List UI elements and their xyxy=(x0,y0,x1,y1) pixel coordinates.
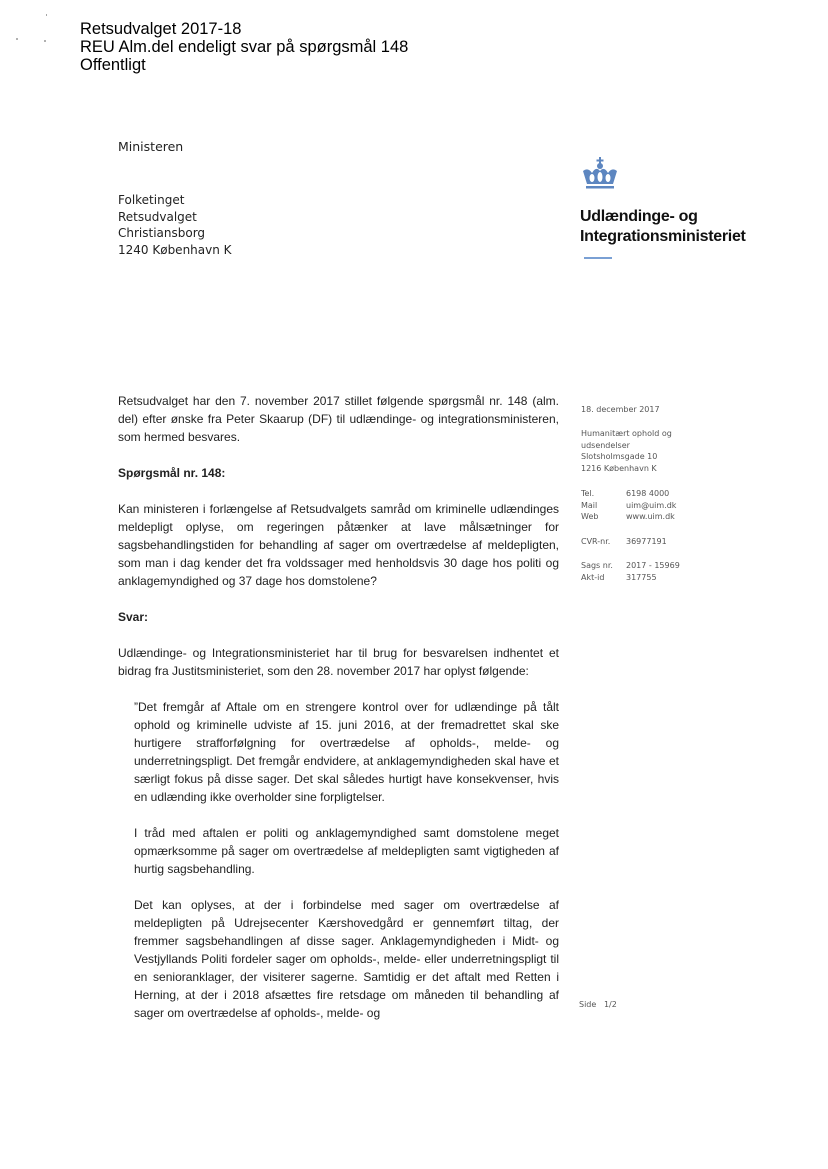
stamp-line: REU Alm.del endeligt svar på spørgsmål 148 xyxy=(80,38,409,56)
department-line: Humanitært ophold og xyxy=(581,429,672,438)
cvr-info xyxy=(581,536,667,548)
act-id: 317755 xyxy=(626,572,657,582)
stamp-line: Offentligt xyxy=(80,56,146,74)
question-paragraph: Kan ministeren i forlængelse af Retsudvalgets samråd om kriminelle udlændinges meldepligt oplyse, om regeringen påtænker at lave målsætninger for sagsbehandlingstiden for behandling af sager om overtrædelse af meldepligten, som man i dag kender det fra voldssager med henholdsvis 30 dage hos politi og anklagemyndighed og 37 dage hos domstolene? xyxy=(118,502,559,588)
address-line: Folketinget xyxy=(118,193,185,207)
contact-label: Mail xyxy=(581,500,598,510)
contact-label: Web xyxy=(581,512,599,521)
case-label: Akt-id xyxy=(581,572,605,582)
case-info xyxy=(581,560,680,583)
question-heading xyxy=(118,464,559,482)
recipient-address xyxy=(118,192,232,258)
web-value: www.uim.dk xyxy=(626,512,675,521)
department-line: 1216 København K xyxy=(581,463,657,473)
stamp-line: Retsudvalget 2017-18 xyxy=(80,20,242,38)
department-line: udsendelser xyxy=(581,440,630,450)
ministry-name-line: Udlændinge- og xyxy=(580,208,698,225)
ministry-name xyxy=(580,207,746,247)
letter-body xyxy=(118,392,559,1040)
scan-speck xyxy=(44,40,46,42)
answer-intro: Udlændinge- og Integrationsministeriet har til brug for besvarelsen indhentet et bidrag fra Justitsministeriet, som den 28. november 2017 har oplyst følgende: xyxy=(118,646,559,678)
ministry-name-line: Integrationsministeriet xyxy=(580,228,746,245)
department-line: Slotsholmsgade 10 xyxy=(581,452,658,461)
scan-speck xyxy=(46,14,47,16)
sender: Ministeren xyxy=(118,139,184,154)
address-line: Christiansborg xyxy=(118,226,206,240)
letter-date: 18. december 2017 xyxy=(581,405,660,414)
contact-info xyxy=(581,488,676,523)
stamp-header xyxy=(80,20,408,74)
quote-paragraph: I tråd med aftalen er politi og anklagemyndighed samt domstolene meget opmærksomme på sager om overtrædelse af meldepligten samt vigtigheden af hurtig sagsbehandling. xyxy=(134,826,559,876)
email-value: uim@uim.dk xyxy=(626,500,677,510)
answer-heading xyxy=(118,608,559,626)
cvr-label: CVR-nr. xyxy=(581,537,611,546)
answer-heading-text: Svar: xyxy=(118,610,149,624)
cvr-value: 36977191 xyxy=(626,537,667,546)
crown-icon xyxy=(580,157,620,195)
quote-paragraph: ”Det fremgår af Aftale om en strengere kontrol over for udlændinge på tålt ophold og kriminelle udviste af 15. juni 2016, at der fremadrettet skal ske hurtigere strafforfølgning for overtrædelse af opholds-, melde- og underretningspligt. Det fremgår endvidere, at anklagemyndigheden skal have et særligt fokus på disse sager. Det skal således hurtigt have konsekvenser, hvis en udlænding ikke overholder sine forpligtelser. xyxy=(134,700,559,804)
phone-value: 6198 4000 xyxy=(626,489,670,498)
page-number: 1/2 xyxy=(603,1000,617,1009)
page-label: Side xyxy=(579,1000,597,1009)
accent-divider xyxy=(584,257,612,259)
case-number: 2017 - 15969 xyxy=(626,561,680,570)
quote-paragraph: Det kan oplyses, at der i forbindelse med sager om overtrædelse af meldepligten på Udrejsecenter Kærshovedgård er gennemført tiltag, der fremmer sagsbehandlingen af disse sager. Anklagemyndigheden i Midt- og Vestjyllands Politi fordeler sager om opholds-, melde- eller underretningspligt til en senioranklager, der visiterer sagerne. Samtidig er det aftalt med Retten i Herning, at der i 2018 afsættes fire retsdage om måneden til behandling af sager om overtrædelse af opholds-, melde- og xyxy=(134,898,559,1020)
department-address xyxy=(581,428,672,474)
page-footer xyxy=(579,1000,617,1009)
intro-paragraph: Retsudvalget har den 7. november 2017 stillet følgende spørgsmål nr. 148 (alm. del) efter ønske fra Peter Skaarup (DF) til udlændinge- og integrationsministeren, som hermed besvares. xyxy=(118,394,559,444)
contact-label: Tel. xyxy=(581,489,595,498)
question-heading-text: Spørgsmål nr. 148: xyxy=(118,466,226,480)
address-line: 1240 København K xyxy=(118,242,232,257)
scan-speck xyxy=(16,38,18,40)
case-label: Sags nr. xyxy=(581,561,613,570)
address-line: Retsudvalget xyxy=(118,209,197,224)
